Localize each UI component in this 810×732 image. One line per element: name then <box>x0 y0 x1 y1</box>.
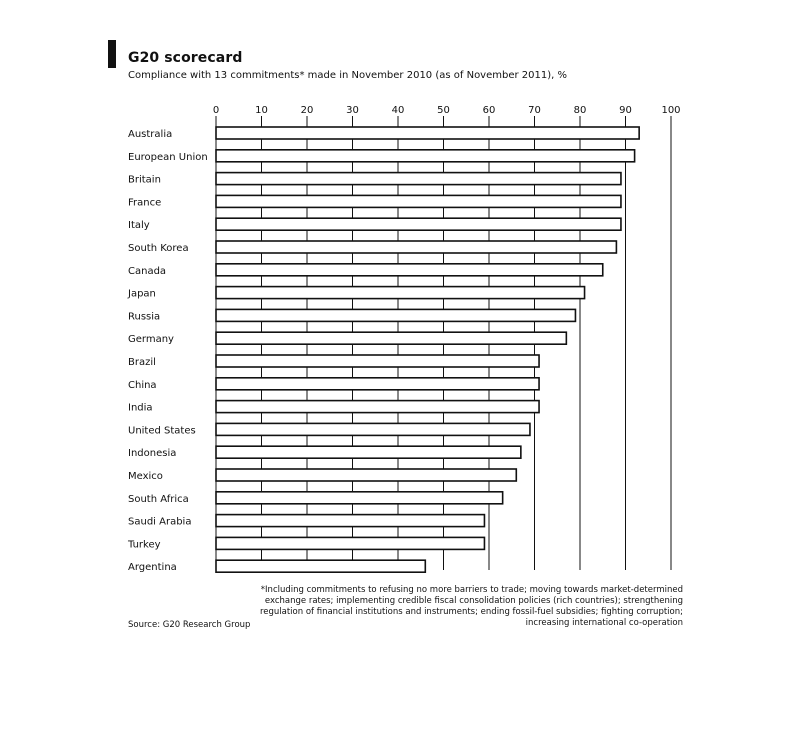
category-label: Canada <box>128 265 167 277</box>
category-label: Argentina <box>128 562 177 574</box>
bar <box>216 355 539 367</box>
bar <box>216 515 484 527</box>
x-tick-label: 100 <box>661 105 681 116</box>
x-tick-label: 20 <box>300 105 314 116</box>
x-tick-label: 70 <box>528 105 541 116</box>
x-tick-label: 50 <box>437 105 450 116</box>
category-label: European Union <box>128 151 208 163</box>
category-label: Australia <box>128 129 173 140</box>
bar <box>216 492 503 504</box>
category-label: Saudi Arabia <box>128 516 192 528</box>
category-label: Turkey <box>128 539 161 551</box>
category-label: South Africa <box>128 493 189 505</box>
category-label: Indonesia <box>128 448 177 460</box>
bar <box>216 195 621 207</box>
category-label: India <box>128 402 153 414</box>
bar <box>216 423 530 435</box>
category-label: Japan <box>128 288 156 300</box>
x-tick-label: 40 <box>391 105 405 116</box>
bar <box>216 560 425 572</box>
bar <box>216 446 521 458</box>
category-label: Russia <box>128 311 161 323</box>
bar <box>216 264 603 276</box>
x-axis-ticks <box>213 105 681 116</box>
bar <box>216 332 566 344</box>
bar <box>216 537 484 549</box>
category-label: Italy <box>128 220 150 232</box>
bar <box>216 241 616 253</box>
category-label: Brazil <box>128 357 156 368</box>
chart-title: G20 scorecard <box>128 50 243 66</box>
bar <box>216 309 575 321</box>
category-label: France <box>128 197 162 209</box>
bar <box>216 173 621 185</box>
category-label: South Korea <box>128 243 189 254</box>
bar <box>216 469 516 481</box>
x-tick-label: 0 <box>212 105 220 116</box>
chart-subtitle: Compliance with 13 commitments* made in November 2010 (as of November 2011), % <box>128 70 567 81</box>
bar <box>216 127 639 139</box>
category-label: Mexico <box>128 471 163 482</box>
x-tick-label: 80 <box>573 105 587 116</box>
category-label: Germany <box>128 334 174 346</box>
x-tick-label: 10 <box>255 105 268 116</box>
category-labels <box>127 129 208 573</box>
bars <box>216 127 639 572</box>
category-label: China <box>128 379 157 391</box>
source-note: Source: G20 Research Group <box>128 620 251 630</box>
category-label: Britain <box>128 174 161 186</box>
x-tick-label: 30 <box>346 105 359 116</box>
category-label: United States <box>128 425 196 437</box>
bar <box>216 218 621 230</box>
bar <box>216 378 539 390</box>
bar <box>216 150 635 162</box>
x-tick-label: 60 <box>482 105 496 116</box>
bar <box>216 287 585 299</box>
footnote: *Including commitments to refusing no more barriers to trade; moving towards market-determined exchange rates; implementing credible fiscal consolidation policies (rich countries); strengthening regulation of financial institutions and instruments; ending fossil-fuel subsidies; fighting corruption; increasing international co-operation <box>259 585 683 628</box>
bar <box>216 401 539 413</box>
x-tick-label: 90 <box>619 105 632 116</box>
